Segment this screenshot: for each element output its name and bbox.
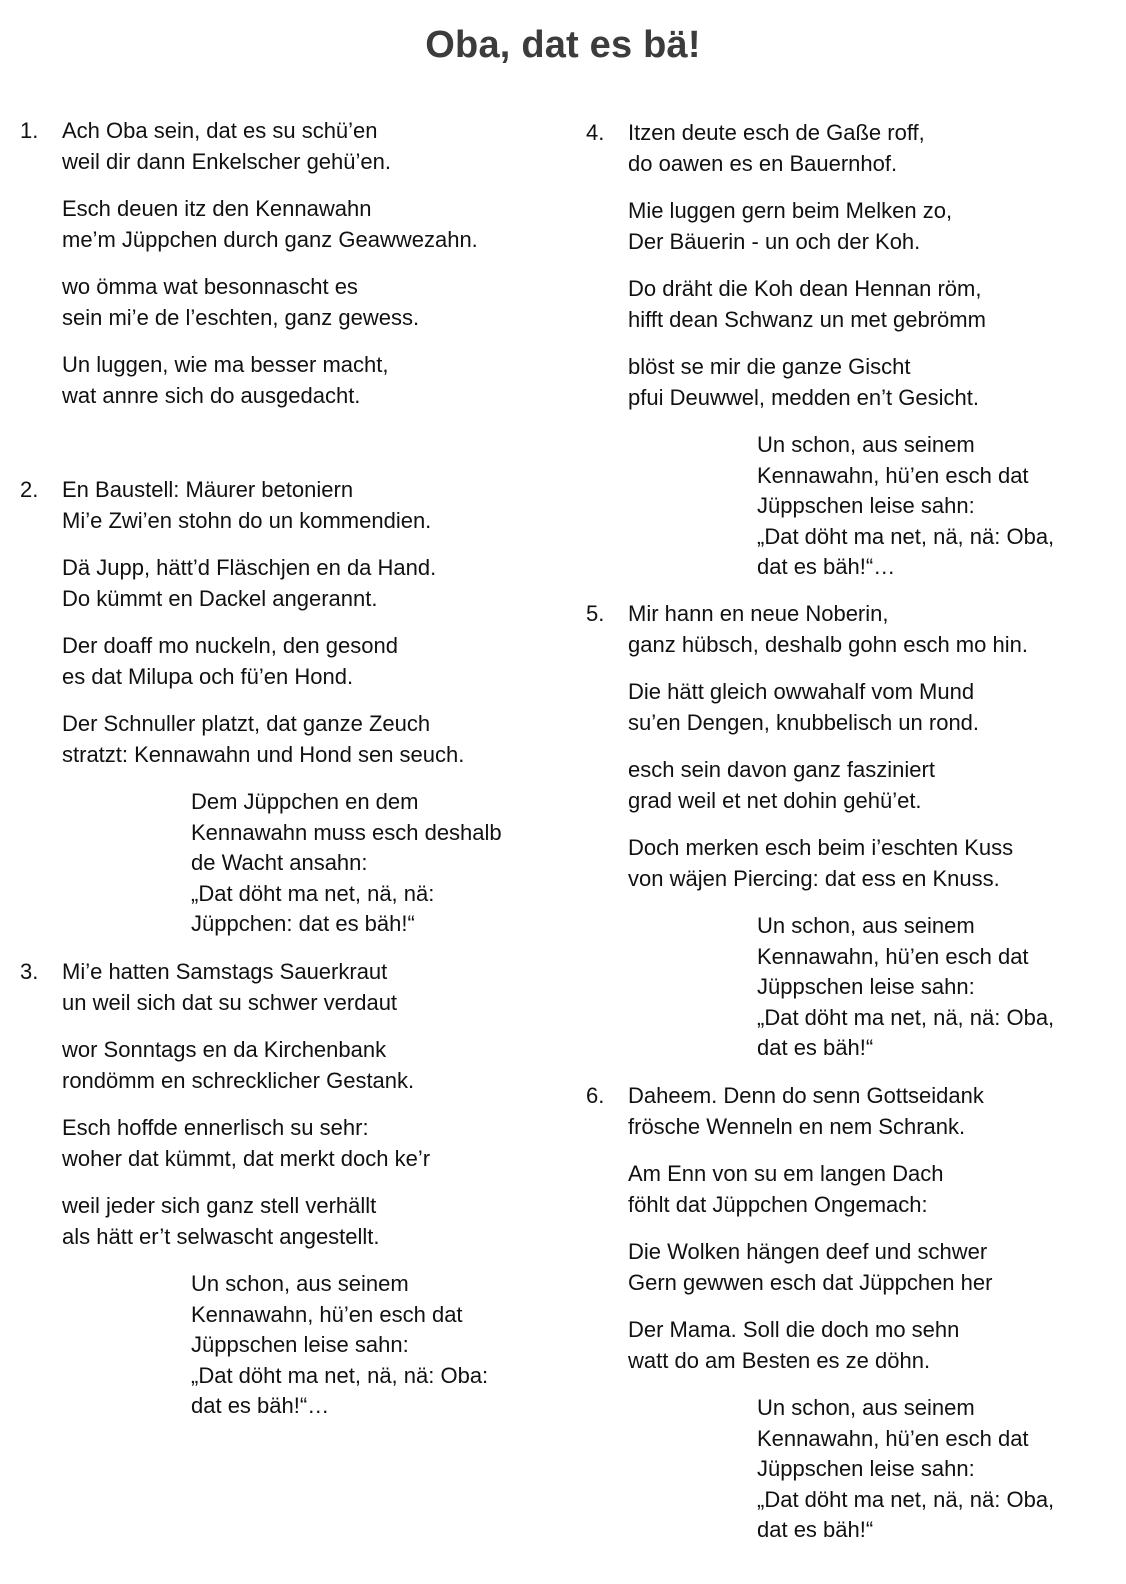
refrain-line: Jüppchen: dat es bäh!“ (191, 911, 415, 936)
stanza-line: Der Bäuerin - un och der Koh. (628, 228, 921, 254)
stanza-line: Doch merken esch beim i’eschten Kuss (628, 835, 1014, 860)
verse-number: 3. (20, 959, 39, 984)
stanza-line: wat annre sich do ausgedacht. (62, 382, 361, 408)
stanza-line: Mie luggen gern beim Melken zo, (628, 198, 953, 223)
stanza-line: esch sein davon ganz fasziniert (628, 757, 935, 782)
stanza (62, 631, 540, 692)
stanza (62, 1191, 540, 1252)
stanza-line: Die hätt gleich owwahalf vom Mund (628, 679, 975, 704)
stanza-line: Die Wolken hängen deef und schwer (628, 1239, 988, 1264)
stanza-line: als hätt er’t selwascht angestellt. (62, 1223, 380, 1249)
refrain-line: Kennawahn, hü’en esch dat (757, 462, 1029, 488)
refrain-line: de Wacht ansahn: (191, 850, 368, 875)
stanza (62, 475, 540, 536)
refrain-line: dat es bäh!“… (191, 1393, 330, 1418)
stanza-line: Itzen deute esch de Gaße roff, (628, 120, 925, 145)
stanza (628, 274, 1106, 335)
refrain-line: Dem Jüppchen en dem (191, 789, 419, 814)
stanza-line: föhlt dat Jüppchen Ongemach: (628, 1191, 928, 1217)
stanza-line: weil dir dann Enkelscher gehü’en. (62, 148, 391, 174)
refrain-line: Jüppschen leise sahn: (757, 974, 975, 999)
refrain-line: Un schon, aus seinem (191, 1271, 409, 1296)
stanza-line: grad weil et net dohin gehü’et. (628, 787, 922, 813)
stanza (62, 350, 540, 411)
stanza-line: Der Mama. Soll die doch mo sehn (628, 1317, 960, 1342)
refrain-line: „Dat döht ma net, nä, nä: Oba: (191, 1362, 489, 1388)
stanza-line: wor Sonntags en da Kirchenbank (62, 1037, 387, 1062)
stanza-line: Ach Oba sein, dat es su schü’en (62, 118, 378, 143)
verse-number: 5. (586, 601, 605, 626)
stanza-line: me’m Jüppchen durch ganz Geawwezahn. (62, 226, 478, 252)
refrain-line: Jüppschen leise sahn: (757, 1456, 975, 1481)
refrain (191, 787, 540, 940)
stanza (628, 196, 1106, 257)
stanza (628, 599, 1106, 660)
verse-number: 4. (586, 120, 605, 145)
refrain-line: Kennawahn, hü’en esch dat (757, 943, 1029, 969)
stanza-line: blöst se mir die ganze Gischt (628, 354, 911, 379)
stanza-line: weil jeder sich ganz stell verhällt (62, 1193, 377, 1218)
stanza (62, 1113, 540, 1174)
stanza (62, 1035, 540, 1096)
stanza-line: von wäjen Piercing: dat ess en Knuss. (628, 865, 1000, 891)
stanza-line: Daheem. Denn do senn Gottseidank (628, 1083, 984, 1108)
stanza (628, 755, 1106, 816)
stanza (628, 1315, 1106, 1376)
refrain-line: „Dat döht ma net, nä, nä: Oba, (757, 1486, 1055, 1512)
stanza (62, 272, 540, 333)
stanza-line: su’en Dengen, knubbelisch un rond. (628, 709, 980, 735)
stanza (62, 553, 540, 614)
verse-1 (20, 116, 540, 428)
refrain (757, 430, 1106, 583)
stanza (628, 1081, 1106, 1142)
refrain-line: Jüppschen leise sahn: (191, 1332, 409, 1357)
stanza-line: un weil sich dat su schwer verdaut (62, 989, 398, 1015)
stanza-line: pfui Deuwwel, medden en’t Gesicht. (628, 384, 979, 410)
refrain (757, 1393, 1106, 1546)
verse-3 (20, 957, 540, 1439)
stanza-line: Do dräht die Koh dean Hennan röm, (628, 276, 982, 301)
stanza-line: wo ömma wat besonnascht es (62, 274, 358, 299)
refrain-line: Jüppschen leise sahn: (757, 493, 975, 518)
refrain (757, 911, 1106, 1064)
refrain-line: Un schon, aus seinem (757, 1395, 975, 1420)
stanza-line: Gern gewwen esch dat Jüppchen her (628, 1269, 993, 1295)
verse-6 (586, 1081, 1106, 1563)
stanza-line: watt do am Besten es ze döhn. (628, 1347, 931, 1373)
refrain-line: Kennawahn muss esch deshalb (191, 819, 502, 845)
stanza-line: En Baustell: Mäurer betoniern (62, 477, 354, 502)
verse-number: 6. (586, 1083, 605, 1108)
stanza-line: Esch hoffde ennerlisch su sehr: (62, 1115, 369, 1140)
stanza-line: Esch deuen itz den Kennawahn (62, 196, 372, 221)
refrain-line: „Dat döht ma net, nä, nä: Oba, (757, 1004, 1055, 1030)
refrain-line: „Dat döht ma net, nä, nä: (191, 880, 435, 906)
refrain-line: Kennawahn, hü’en esch dat (191, 1301, 463, 1327)
refrain-line: Un schon, aus seinem (757, 432, 975, 457)
stanza (628, 833, 1106, 894)
refrain-line: dat es bäh!“ (757, 1035, 874, 1060)
stanza (628, 118, 1106, 179)
refrain-line: Kennawahn, hü’en esch dat (757, 1425, 1029, 1451)
stanza (62, 194, 540, 255)
stanza (628, 352, 1106, 413)
stanza-line: es dat Milupa och fü’en Hond. (62, 663, 354, 689)
stanza-line: Un luggen, wie ma besser macht, (62, 352, 389, 377)
stanza-line: Mi’e Zwi’en stohn do un kommendien. (62, 507, 432, 533)
stanza-line: do oawen es en Bauernhof. (628, 150, 898, 176)
stanza-line: Am Enn von su em langen Dach (628, 1161, 944, 1186)
stanza (628, 677, 1106, 738)
refrain-line: dat es bäh!“… (757, 554, 896, 579)
stanza-line: Mi’e hatten Samstags Sauerkraut (62, 959, 388, 984)
stanza-line: Do kümmt en Dackel angerannt. (62, 585, 378, 611)
refrain-line: Un schon, aus seinem (757, 913, 975, 938)
refrain (191, 1269, 540, 1422)
stanza-line: Mir hann en neue Noberin, (628, 601, 889, 626)
verse-5 (586, 599, 1106, 1081)
stanza-line: frösche Wenneln en nem Schrank. (628, 1113, 966, 1139)
stanza-line: ganz hübsch, deshalb gohn esch mo hin. (628, 631, 1028, 657)
verse-number: 1. (20, 118, 39, 143)
page-title: Oba, dat es bä! (425, 24, 701, 66)
stanza (628, 1159, 1106, 1220)
stanza-line: Dä Jupp, hätt’d Fläschjen en da Hand. (62, 555, 437, 580)
stanza-line: stratzt: Kennawahn und Hond sen seuch. (62, 741, 465, 767)
stanza (62, 116, 540, 177)
verse-2 (20, 475, 540, 957)
stanza-line: Der Schnuller platzt, dat ganze Zeuch (62, 711, 431, 736)
verse-4 (586, 118, 1106, 600)
right-column (566, 0, 1106, 1584)
stanza-line: woher dat kümmt, dat merkt doch ke’r (62, 1145, 431, 1171)
stanza (62, 957, 540, 1018)
stanza-line: rondömm en schrecklicher Gestank. (62, 1067, 415, 1093)
refrain-line: „Dat döht ma net, nä, nä: Oba, (757, 523, 1055, 549)
left-column (0, 0, 540, 1584)
stanza (62, 709, 540, 770)
refrain-line: dat es bäh!“ (757, 1517, 874, 1542)
verse-number: 2. (20, 477, 39, 502)
stanza-line: sein mi’e de l’eschten, ganz gewess. (62, 304, 420, 330)
stanza-line: hifft dean Schwanz un met gebrömm (628, 306, 986, 332)
stanza-line: Der doaff mo nuckeln, den gesond (62, 633, 398, 658)
stanza (628, 1237, 1106, 1298)
